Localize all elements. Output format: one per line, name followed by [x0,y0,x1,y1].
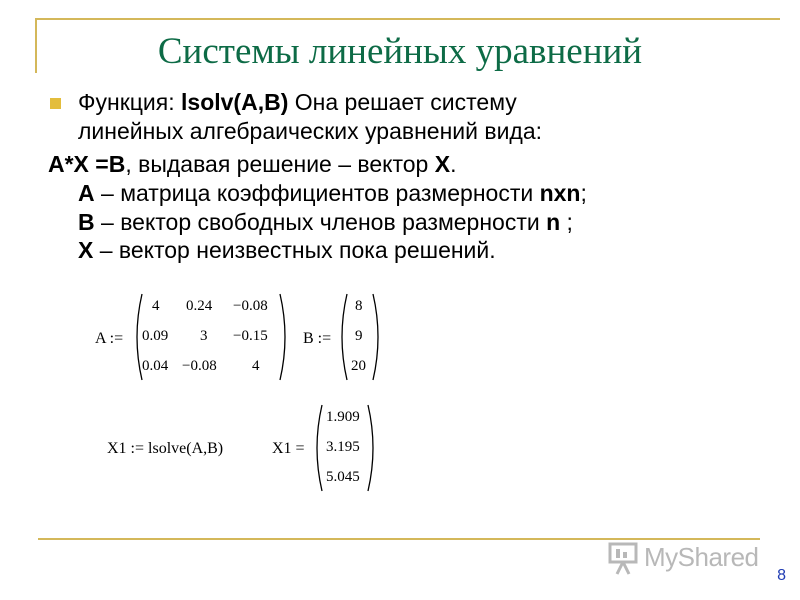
vector-b [337,292,383,382]
matrix-a-label: A := [95,330,124,347]
line3-end: . [450,151,457,177]
b-cell-1: 9 [355,328,363,344]
body-line-5 [78,208,573,237]
b-cell-2: 20 [351,358,366,374]
a-cell-1-0: 0.09 [142,328,169,344]
line4-mid: – матрица коэффициентов размерности [94,180,540,206]
logo-text: MyShared [644,542,759,572]
b-cell-0: 8 [355,298,363,314]
line5-n: n [546,209,561,235]
line4-end: ; [580,180,587,206]
a-cell-2-1: −0.08 [182,358,217,374]
line6-x: X [78,237,94,263]
a-cell-1-2: −0.15 [233,328,268,344]
body-line-3 [48,150,456,179]
line3-x: X [434,151,451,177]
function-name: lsolv(A,B) [181,89,289,115]
line6-rest: – вектор неизвестных пока решений. [93,237,496,263]
line5-mid: – вектор свободных членов размерности [94,209,547,235]
x1-cell-1: 3.195 [326,439,360,455]
body-line-4 [78,179,587,208]
a-cell-0-2: −0.08 [233,298,268,314]
line4-a: A [78,180,95,206]
x1-result-label: X1 = [272,440,305,457]
a-cell-2-0: 0.04 [142,358,169,374]
vector-b-label: B := [303,330,332,347]
a-cell-2-2: 4 [252,358,260,374]
a-cell-0-0: 4 [152,298,160,314]
x1-assignment: X1 := lsolve(A,B) [107,440,224,457]
x1-cell-0: 1.909 [326,409,360,425]
equation: A*X =B [48,151,126,177]
a-cell-0-1: 0.24 [186,298,213,314]
line5-b: B [78,209,95,235]
line1-suffix: Она решает систему [288,89,517,115]
a-cell-1-1: 3 [200,328,208,344]
slide-title: Системы линейных уравнений [157,31,643,72]
page-number: 8 [777,567,786,584]
top-rule [35,18,780,20]
line5-end: ; [560,209,573,235]
matrix-a [130,292,292,382]
line1-prefix: Функция: [78,89,182,115]
line3-mid: , выдавая решение – вектор [125,151,435,177]
body-line-1 [78,88,517,117]
myshared-logo [604,536,764,580]
body-line-2: линейных алгебраических уравнений вида: [78,118,543,144]
bullet-square-icon [50,98,61,109]
body-line-6 [78,236,496,265]
line4-nxn: nxn [539,180,581,206]
x1-cell-2: 5.045 [326,469,360,485]
vector-x1 [312,403,378,493]
presentation-board-icon [606,538,642,578]
